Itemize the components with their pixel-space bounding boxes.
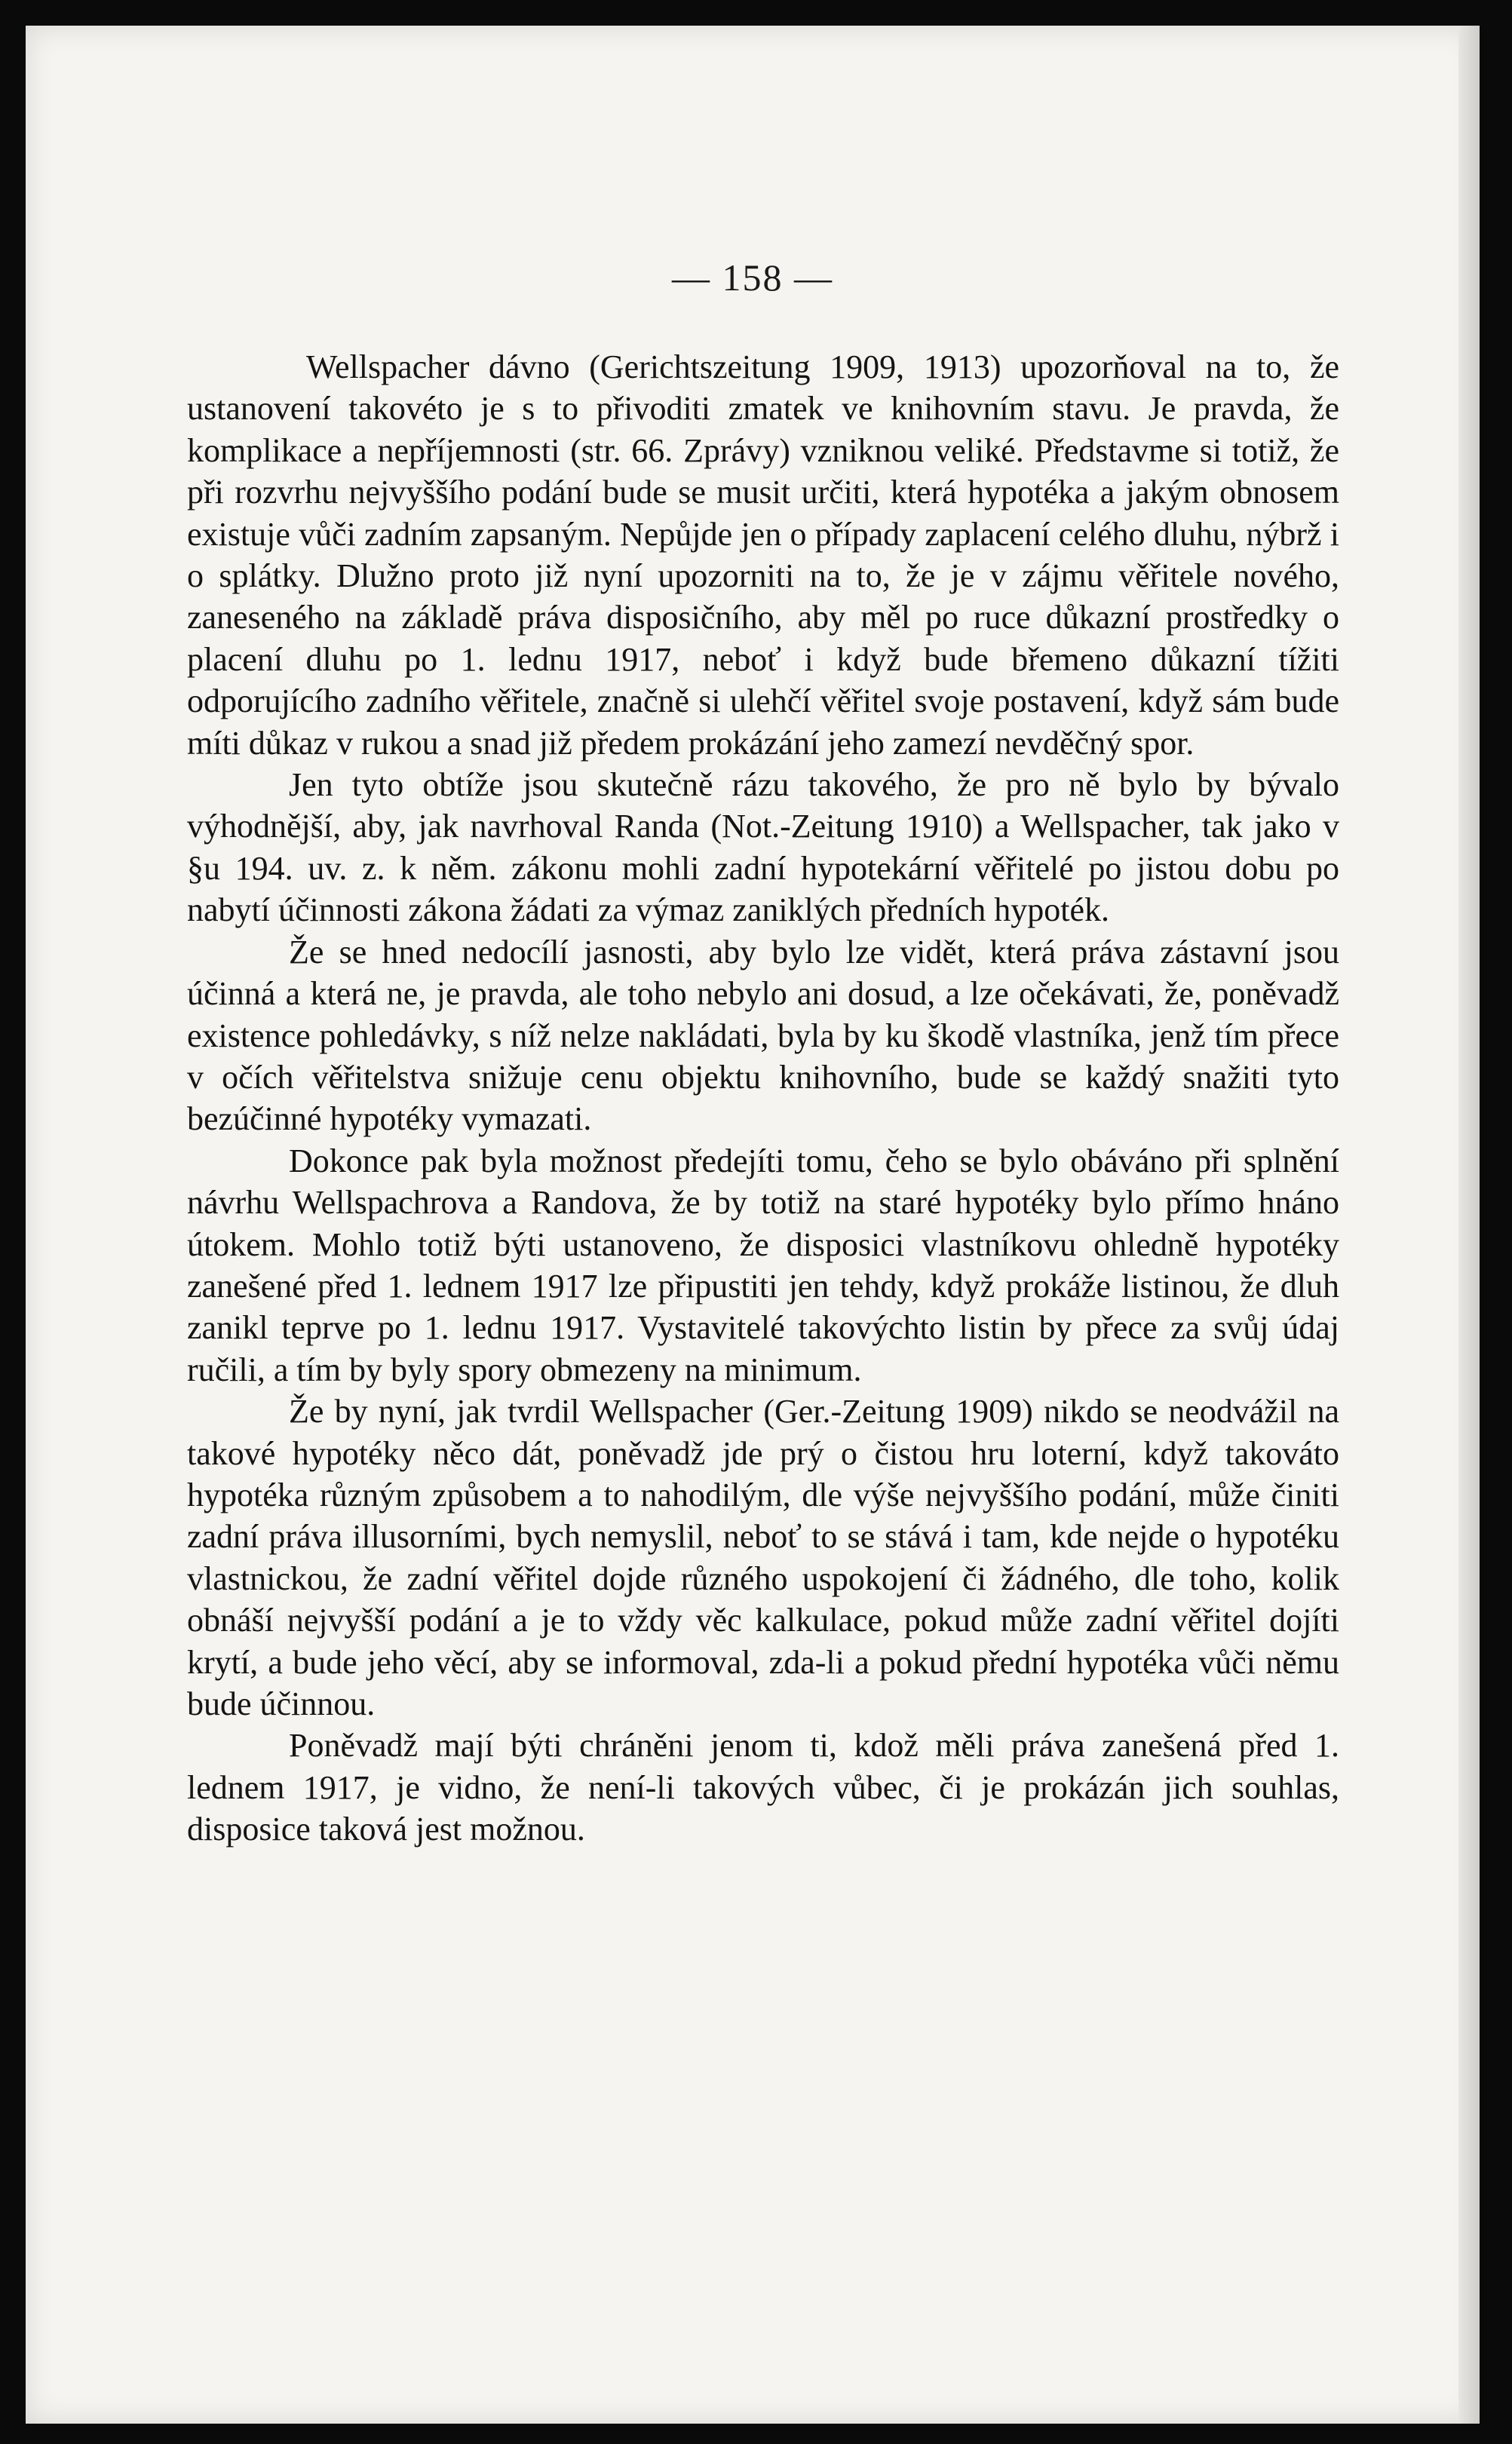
paragraph-6: Poněvadž mají býti chráněni jenom ti, kdož měli práva zanešená před 1. lednem 1917, je vidno, že není-li takových vůbec, či je prokázán jich souhlas, disposice taková jest možnou. — [187, 1727, 1339, 1848]
paragraph-4: Dokonce pak byla možnost předejíti tomu, čeho se bylo obáváno při splnění návrhu Wellspachrova a Randova, že by totiž na staré hypotéky bylo přímo hnáno útokem. Mohlo totiž býti ustanoveno, že disposici vlastníkovu ohledně hypotéky zanešené před 1. lednem 1917 lze připustiti jen tehdy, když prokáže listinou, že dluh zanikl teprve po 1. lednu 1917. Vystavitelé takovýchto listin by přece za svůj údaj ručili, a tím by byly spory obmezeny na minimum. — [187, 1142, 1339, 1388]
paragraph-3: Že se hned nedocílí jasnosti, aby bylo lze vidět, která práva zástavní jsou účinná a která ne, je pravda, ale toho nebylo ani dosud, a lze očekávati, že, poněvadž existence pohledávky, s níž nelze nakládati, byla by ku škodě vlastníka, jenž tím přece v očích věřitelstva snižuje cenu objektu knihovního, bude se každý snažiti tyto bezúčinné hypotéky vymazati. — [187, 933, 1339, 1138]
page-edge — [1458, 26, 1480, 2424]
paragraph-1: Wellspacher dávno (Gerichtszeitung 1909, 1913) upozorňoval na to, že ustanovení takovéto je s to přivoditi zmatek ve knihovním stavu. Je pravda, že komplikace a nepříjemnosti (str. 66. Zprávy) vzniknou veliké. Představme si totiž, že při rozvrhu nejvyššího podání bude se musit určiti, která hypotéka a jakým obnosem existuje vůči zadním zapsaným. Nepůjde jen o případy zaplacení celého dluhu, nýbrž i o splátky. Dlužno proto již nyní upozorniti na to, že je v zájmu věřitele nového, zaneseného na základě práva disposičního, aby měl po ruce důkazní prostředky o placení dluhu po 1. lednu 1917, neboť i když bude břemeno důkazní tížiti odporujícího zadního věřitele, značně si ulehčí věřitel svoje postavení, když sám bude míti důkaz v rukou a snad již předem prokázání jeho zamezí nevděčný spor. — [187, 348, 1339, 762]
body-text — [187, 346, 1339, 1851]
book-page — [26, 26, 1480, 2424]
page-number: — 158 — — [672, 256, 833, 299]
paragraph-2: Jen tyto obtíže jsou skutečně rázu takového, že pro ně bylo by bývalo výhodnější, aby, jak navrhoval Randa (Not.-Zeitung 1910) a Wellspacher, tak jako v §u 194. uv. z. k něm. zákonu mohli zadní hypotekární věřitelé po jistou dobu po nabytí účinnosti zákona žádati za výmaz zaniklých předních hypoték. — [187, 766, 1339, 929]
paragraph-5: Že by nyní, jak tvrdil Wellspacher (Ger.-Zeitung 1909) nikdo se neodvážil na takové hypotéky něco dát, poněvadž jde prý o čistou hru loterní, když takováto hypotéka různým způsobem a to nahodilým, dle výše nejvyššího podání, může činiti zadní práva illusorními, bych nemyslil, neboť to se stává i tam, kde nejde o hypotéku vlastnickou, že zadní věřitel dojde různého uspokojení či žádného, dle toho, kolik obnáší nejvyšší podání a je to vždy věc kalkulace, pokud může zadní věřitel dojíti krytí, a bude jeho věcí, aby se informoval, zda-li a pokud přední hypotéka vůči němu bude účinnou. — [187, 1393, 1339, 1722]
